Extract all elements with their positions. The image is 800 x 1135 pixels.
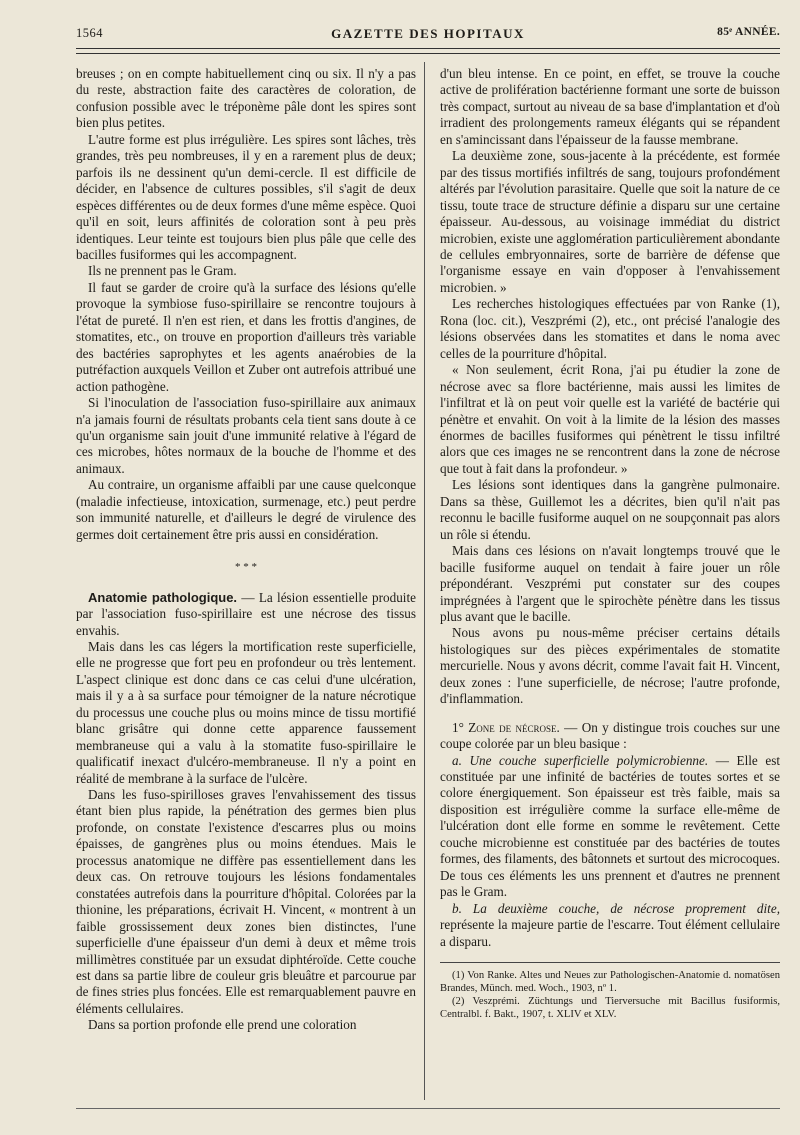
year-label: 85ᵉ ANNÉE. <box>717 26 780 38</box>
header-rule-top <box>76 48 780 49</box>
footer-rule <box>76 1108 780 1109</box>
layer-title: a. Une couche superficielle polymicrobienne. <box>452 752 709 768</box>
page-number: 1564 <box>76 26 103 40</box>
right-column <box>440 66 780 1021</box>
subsection-intro: — On y distingue trois couches sur une coupe colorée par un bleu basique : <box>440 719 780 752</box>
paragraph: Si l'inoculation de l'association fuso-spirillaire aux animaux n'a jamais fourni de résultats probants cela tient sans doute à ce qu'un organisme sain jouit d'une immunité relative à l'égard de ces microbes, hôtes normaux de la bouche de l'homme et des animaux. <box>76 395 416 476</box>
layer-text: — Elle est constituée par une infinité de bactéries de toutes sortes et se colore énergiquement. Son épaisseur est très faible, mais sa disposition est irrégulière comme la surface elle-même de l'ulcération dont elle forme en somme le revêtement. Cette couche microbienne est constituée par des bactéries de toutes formes, des filaments, des bâtonnets et surtout des microcoques. De tous ces éléments les uns prennent et d'autres ne prennent pas le Gram. <box>440 752 780 900</box>
paragraph: Les lésions sont identiques dans la gangrène pulmonaire. Dans sa thèse, Guillemot les a décrites, bien qu'il n'ait pas reconnu le bacille fusiforme auquel on ne soupçonnait pas alors un rôle si étendu. <box>440 477 780 542</box>
paragraph: d'un bleu intense. En ce point, en effet, se trouve la couche active de prolifération bactérienne formant une sorte de buisson très compact, surtout au niveau de sa base d'implantation et d'où irradient des prolongements rameux élégants qui se répandent en s'amincissant dans l'épaisseur de la fausse membrane. <box>440 66 780 147</box>
footnote-1: (1) Von Ranke. Altes und Neues zur Pathologischen-Anatomie d. nomatösen Brandes, Münch. med. Woch., 1903, nº 1. <box>440 970 780 995</box>
paragraph: Dans sa portion profonde elle prend une coloration <box>88 1017 357 1033</box>
paragraph: L'autre forme est plus irrégulière. Les spires sont lâches, très grandes, très peu nombreuses, il y en a rarement plus de deux; parfois ils ne dessinent qu'un demi-cercle. Il est difficile de décider, en l'absence de cultures possibles, s'il s'agit de deux espèces différentes ou de deux formes d'une même espèce. Quoi qu'il en soit, leurs affinités de coloration sont à peu près identiques. Leur teinte est toujours bien plus pâle que celle des bacilles fusiformes qui les accompagnent. <box>76 131 416 262</box>
paragraph: breuses ; on en compte habituellement cinq ou six. Il n'y a pas du reste, abstraction faite des caractères de coloration, de confusion possible avec le tréponème pâle dont les spires sont bien plus petites. <box>76 66 416 131</box>
paragraph: La deuxième zone, sous-jacente à la précédente, est formée par des tissus mortifiés infiltrés de sang, toujours profondément altérés par l'évolution parasitaire. Quelle que soit la nature de ce tissu, toute trace de structure définie a disparu sur une certaine épaisseur. Au-dessous, au voisinage immédiat du district microbien, existe une agglomération particulièrement abondante de cellules embryonnaires, sorte de barrière de défense que l'organisme essaye en vain d'opposer à l'envahissement microbien. » <box>440 148 780 295</box>
section-paragraph <box>76 590 416 639</box>
layer-title: b. La deuxième couche, de nécrose proprement dite, <box>452 900 780 916</box>
column-separator <box>424 62 425 1100</box>
subsection-title: 1° Zone de nécrose. <box>452 719 560 735</box>
paragraph: Ils ne prennent pas le Gram. <box>88 263 237 279</box>
section-divider-stars: * * * <box>235 561 257 574</box>
journal-title: GAZETTE DES HOPITAUX <box>331 26 525 41</box>
paragraph: Les recherches histologiques effectuées par von Ranke (1), Rona (loc. cit.), Veszprémi (2), etc., ont précisé l'analogie des lésions observées dans les stomatites et dans le noma avec celles de la pourriture d'hôpital. <box>440 296 780 361</box>
paragraph: Il faut se garder de croire qu'à la surface des lésions qu'elle provoque la symbiose fuso-spirillaire se rencontre toujours à l'état de pureté. Il n'en est rien, et dans les frottis d'angines, de stomatites, etc., on trouve en proportion d'ailleurs très variable des bactéries saprophytes et les agents anaérobies de la putréfaction auxquels Veillon et Zuber ont autrefois attribué une action pathogène. <box>76 279 416 394</box>
footnote-rule <box>440 962 780 963</box>
paragraph: Nous avons pu nous-même préciser certains détails histologiques sur des pièces expérimentales de stomatite mercurielle. Nous y avons décrit, comme l'avait fait H. Vincent, deux zones : l'une superficielle, de nécrose; l'autre profonde, d'inflammation. <box>440 625 780 707</box>
paragraph <box>440 901 780 950</box>
left-column <box>76 66 416 1034</box>
footnote-2: (2) Veszprémi. Züchtungs und Tierversuche mit Bacillus fusiformis, Centralbl. f. Bakt., 1907, t. XLIV et XLV. <box>440 996 780 1021</box>
section-title: Anatomie pathologique. <box>88 589 238 605</box>
running-header <box>76 26 780 46</box>
paragraph: Mais dans les cas légers la mortification reste superficielle, elle ne progresse que fort peu en profondeur ou très lentement. L'aspect clinique est donc dans ce cas celui d'une ulcération, mais il y a à sa surface pour témoigner de la nature nécrotique du processus une couche plus ou moins mince de tissu mortifié blanc grisâtre qui donne cette apparence faussement membraneuse qui a valu à la stomatite fuso-spirillaire le qualificatif inexact d'ulcéro-membraneuse. Il n'y a point en réalité de membrane à la surface de l'ulcère. <box>76 638 416 786</box>
paragraph: Mais dans ces lésions on n'avait longtemps trouvé que le bacille fusiforme auquel on tendait à faire jouer un rôle prépondérant. Veszprémi put constater sur des coupes imprégnées à l'argent que le spirochète pénètre dans les tissus plus avant que le bacille. <box>440 543 780 624</box>
layer-text: représente la majeure partie de l'escarre. Tout élément cellulaire a disparu. <box>440 917 780 949</box>
paragraph: Au contraire, un organisme affaibli par une cause quelconque (maladie infectieuse, intoxication, surmenage, etc.) peut perdre son immunité naturelle, et d'ailleurs le degré de virulence des germes doit certainement être pris aussi en considération. <box>76 477 416 542</box>
paragraph: « Non seulement, écrit Rona, j'ai pu étudier la zone de nécrose avec sa flore bactérienne, mais aussi les limites de l'infiltrat et là on peut voir quelle est la variété de bactérie qui pénètre et envahit. On voit à la limite de la lésion des masses énormes de bacilles fusiformes qui pénètrent le tissu infiltré alors que ces images ne se rencontrent dans la zone de nécrose que tout à fait dans la profondeur. » <box>440 362 780 476</box>
paragraph <box>440 753 780 901</box>
subsection-paragraph <box>440 720 780 753</box>
header-rule-bottom <box>76 53 780 54</box>
paragraph: Dans les fuso-spirilloses graves l'envahissement des tissus étant bien plus rapide, la pénétration des germes bien plus profonde, on constate l'existence d'escarres plus ou moins épaisses, de gangrènes plus ou moins étendues. Mais le processus anatomique ne diffère pas essentiellement dans les deux cas. On retrouve toujours les lésions fondamentales constatées autrefois dans la pourriture d'hôpital. Colorées par la thionine, les préparations, écrivait H. Vincent, « montrent à un faible grossissement deux zones bien distinctes, l'une superficielle d'une épaisseur d'un demi à deux et même trois millimètres constituée par un exsudat diphtéroïde. Cette couche est dans sa partie libre de couleur gris bleuâtre et parcourue par de fines stries plus foncées. Elle est remarquablement pauvre en éléments cellulaires. <box>76 787 416 1016</box>
section-intro: — La lésion essentielle produite par l'association fuso-spirillaire est une nécrose des tissus envahis. <box>76 589 416 638</box>
